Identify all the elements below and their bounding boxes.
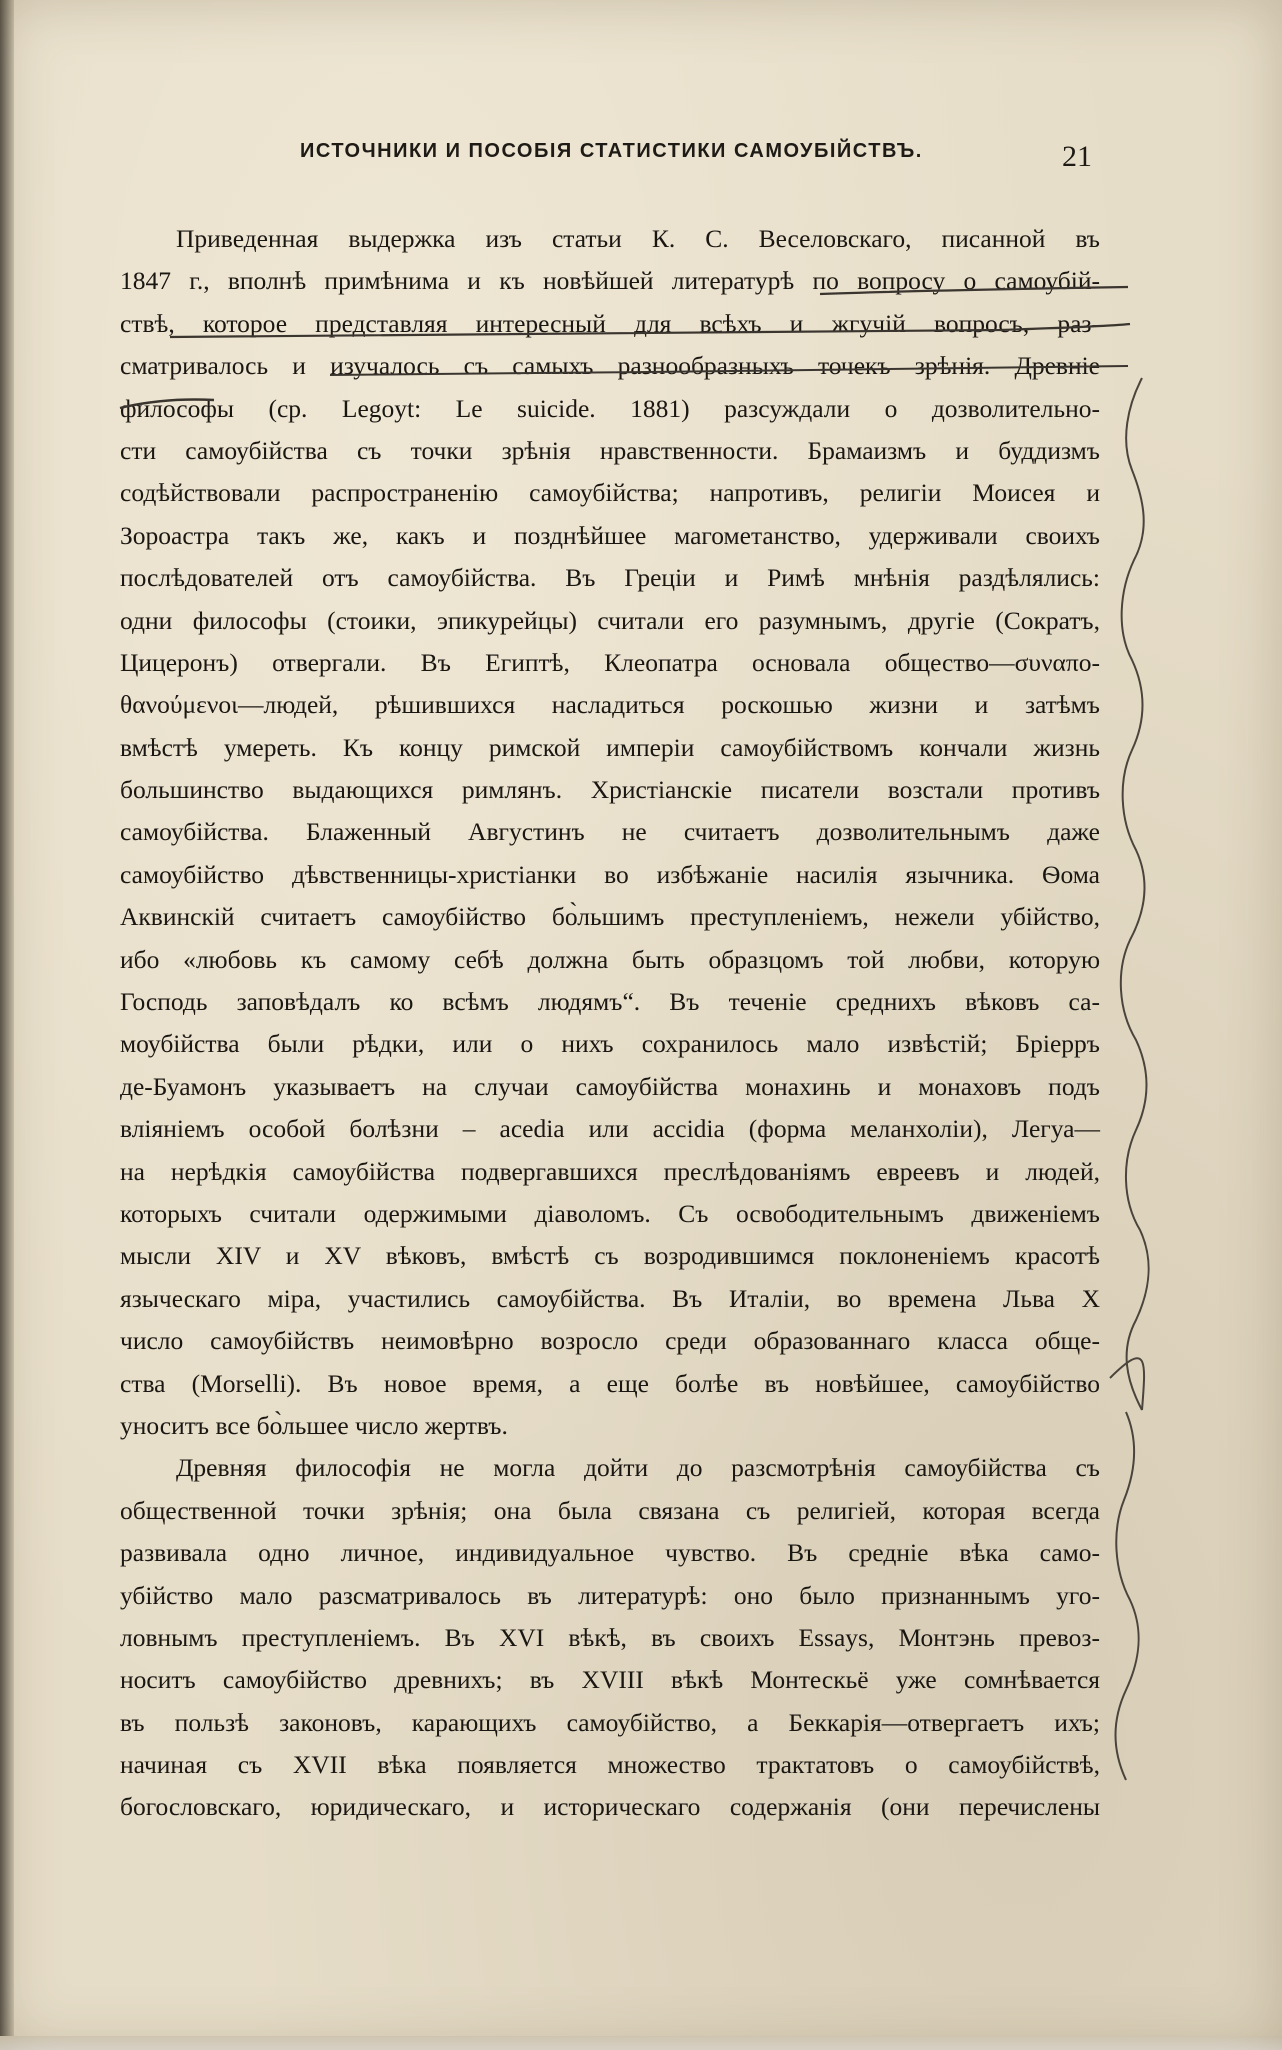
text-line: богословскаго, юридическаго, и историческаго содержанія (они перечислены: [120, 1792, 1100, 1822]
text-line: Зороастра такъ же, какъ и позднѣйшее магометанство, удерживали своихъ: [120, 520, 1100, 550]
text-line: философы (ср. Legoyt: Le suicide. 1881) разсуждали о дозволительно-: [120, 393, 1100, 423]
text-line: Аквинскій считаетъ самоубійство бо̀льшимъ преступленіемъ, нежели убійство,: [120, 902, 1100, 932]
text-line: ловнымъ преступленіемъ. Въ XVI вѣкѣ, въ своихъ Essays, Монтэнь превоз-: [120, 1622, 1100, 1652]
text-line: сти самоубійства съ точки зрѣнія нравственности. Брамаизмъ и буддизмъ: [120, 435, 1100, 465]
running-title: ИСТОЧНИКИ И ПОСОБІЯ СТАТИСТИКИ САМОУБІЙСТВЪ.: [300, 140, 923, 162]
text-line: ства (Morselli). Въ новое время, а еще болѣе въ новѣйшее, самоубійство: [120, 1368, 1100, 1398]
text-line: самоубійства. Блаженный Августинъ не считаетъ дозволительнымъ даже: [120, 817, 1100, 847]
text-line: послѣдователей отъ самоубійства. Въ Греціи и Римѣ мнѣнія раздѣлялись:: [120, 563, 1100, 593]
text-line: ноcитъ самоубійство древнихъ; въ XVIII вѣкѣ Монтескьё уже сомнѣвается: [120, 1665, 1100, 1695]
text-line: мысли XIV и XV вѣковъ, вмѣстѣ съ возродившимся поклоненіемъ красотѣ: [120, 1241, 1100, 1271]
text-line: Цицеронъ) отвергали. Въ Египтѣ, Клеопатра основала общество—συναπο-: [120, 647, 1100, 677]
page-number: 21: [1062, 140, 1092, 173]
text-line: развивала одно личное, индивидуальное чувство. Въ средніе вѣка само-: [120, 1538, 1100, 1568]
text-line: θανούμενοι—людей, рѣшившихся насладиться роскошью жизни и затѣмъ: [120, 690, 1100, 720]
text-line: сматривалось и изучалось съ самыхъ разнообразныхъ точекъ зрѣнія. Древніе: [120, 351, 1100, 381]
text-line: уноситъ все бо̀льшее число жертвъ.: [120, 1410, 508, 1440]
text-line: вліяніемъ особой болѣзни – acedia или accidia (форма меланхоліи), Легуа—: [120, 1114, 1100, 1144]
text-line: большинство выдающихся римлянъ. Христіанскіе писатели возстали противъ: [120, 775, 1100, 805]
text-line: Древняя философія не могла дойти до разсмотрѣнія самоубійства съ: [176, 1453, 1100, 1483]
body-text: [120, 218, 1100, 1829]
text-line: Господь заповѣдалъ ко всѣмъ людямъ“. Въ теченіе среднихъ вѣковъ са-: [120, 987, 1100, 1017]
paragraph-1: [120, 218, 1100, 1447]
text-line: на нерѣдкія самоубійства подвергавшихся преслѣдованіямъ евреевъ и людей,: [120, 1156, 1100, 1186]
text-line: языческаго міра, участились самоубійства. Въ Италіи, во времена Льва X: [120, 1283, 1100, 1313]
text-line: которыхъ считали одержимыми діаволомъ. Съ освободительнымъ движеніемъ: [120, 1198, 1100, 1228]
text-line: число самоубійствъ неимовѣрно возросло среди образованнаго класса обще-: [120, 1326, 1100, 1356]
text-line: самоубійство дѣвственницы-христіанки во избѣжаніе насилія язычника. Ѳома: [120, 859, 1100, 889]
text-line: убійство мало разсматривалось въ литературѣ: оно было признаннымъ уго-: [120, 1580, 1100, 1610]
text-line: 1847 г., вполнѣ примѣнима и къ новѣйшей литературѣ по вопросу о самоубій-: [120, 266, 1100, 296]
text-line: де-Буамонъ указываетъ на случаи самоубійства монахинь и монаховъ подъ: [120, 1071, 1100, 1101]
text-line: вмѣстѣ умереть. Къ концу римской имперіи самоубійствомъ кончали жизнь: [120, 732, 1100, 762]
page-binding-edge: [0, 0, 14, 2050]
paragraph-2: [120, 1447, 1100, 1829]
text-line: одни философы (стоики, эпикурейцы) считали его разумнымъ, другіе (Сократъ,: [120, 605, 1100, 635]
text-line: общественной точки зрѣнія; она была связана съ религіей, которая всегда: [120, 1495, 1100, 1525]
text-line: ибо «любовь къ самому себѣ должна быть образцомъ той любви, которую: [120, 944, 1100, 974]
text-line: въ пользѣ законовъ, карающихъ самоубійство, а Беккарія—отвергаетъ ихъ;: [120, 1707, 1100, 1737]
text-line: Приведенная выдержка изъ статьи К. С. Веселовскаго, писанной въ: [176, 224, 1100, 253]
text-line: моубійства были рѣдки, или о нихъ сохранилось мало извѣстій; Бріерръ: [120, 1029, 1100, 1059]
page-bottom-edge: [0, 2036, 1282, 2050]
text-line: начиная съ XVII вѣка появляется множество трактатовъ о самоубійствѣ,: [120, 1750, 1100, 1780]
text-line: содѣйствовали распространенію самоубійства; напротивъ, религіи Моисея и: [120, 478, 1100, 508]
text-line: ствѣ, которое представляя интересный для всѣхъ и жгучій вопросъ, раз-: [120, 308, 1100, 338]
